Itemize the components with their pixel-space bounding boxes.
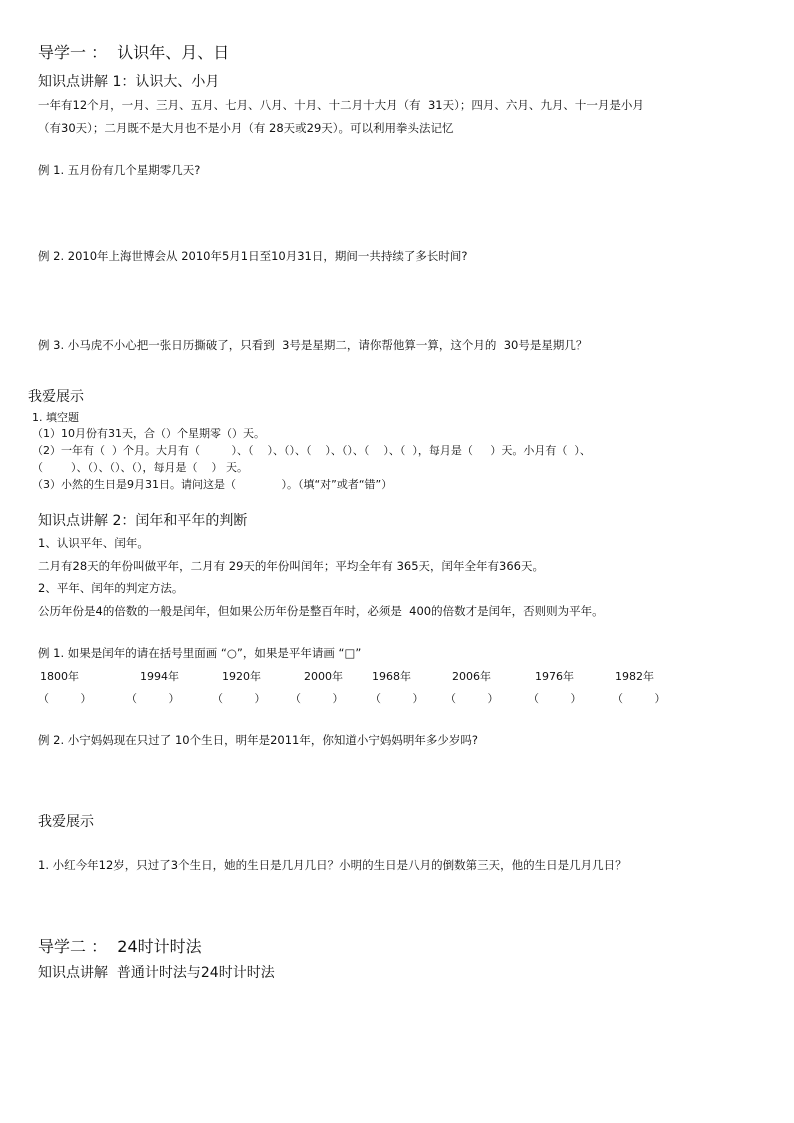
section3-title: 导学二 ： 24时计时法 <box>38 937 202 956</box>
show-title-1: 我爱展示 <box>28 389 84 405</box>
answer-blank[interactable]: （ ） <box>212 692 266 705</box>
kp2-item-2: 2、平年、闰年的判定方法。 <box>38 581 184 595</box>
kp1-title: 知识点讲解 1：认识大、小月 <box>38 74 220 90</box>
answer-blank[interactable]: （ ） <box>445 692 499 705</box>
fill-title: 1. 填空题 <box>32 411 79 424</box>
fill-question-2a: （2）一年有（ ）个月。大月有（ ）、（ ）、（）、（ ）、（）、（ ）、（ ），每月是（ ）天。小月有（ ）、 <box>32 444 591 457</box>
section1-title: 导学一 ： 认识年、月、日 <box>38 43 230 62</box>
year-item: 1800年 <box>40 670 79 683</box>
year-item: 1976年 <box>535 670 574 683</box>
year-item: 1994年 <box>140 670 179 683</box>
answer-blank[interactable]: （ ） <box>612 692 666 705</box>
answer-blank[interactable]: （ ） <box>126 692 180 705</box>
leap-example-1: 例 1. 如果是闰年的请在括号里面画 “○”，如果是平年请画 “□” <box>38 646 362 660</box>
answer-blank[interactable]: （ ） <box>370 692 424 705</box>
section3-kp-title: 知识点讲解 普通计时法与24时计时法 <box>38 965 275 981</box>
year-item: 1920年 <box>222 670 261 683</box>
answer-blank[interactable]: （ ） <box>528 692 582 705</box>
year-item: 1982年 <box>615 670 654 683</box>
show-title-2: 我爱展示 <box>38 814 94 830</box>
year-item: 2000年 <box>304 670 343 683</box>
fill-question-1: （1）10月份有31天，合（）个星期零（）天。 <box>32 427 265 440</box>
kp1-line2: （有30天）；二月既不是大月也不是小月（有 28天或29天）。可以利用拳头法记忆 <box>38 121 454 135</box>
example-3: 例 3. 小马虎不小心把一张日历撕破了，只看到 3号是星期二，请你帮他算一算，这个月的 30号是星期几？ <box>38 338 588 352</box>
year-item: 1968年 <box>372 670 411 683</box>
kp2-desc-2: 公历年份是4的倍数的一般是闰年，但如果公历年份是整百年时，必须是 400的倍数才是闰年，否则则为平年。 <box>38 604 604 618</box>
example-1: 例 1. 五月份有几个星期零几天? <box>38 163 201 177</box>
example-2: 例 2. 2010年上海世博会从 2010年5月1日至10月31日，期间一共持续了多长时间? <box>38 249 468 263</box>
kp2-item-1: 1、认识平年、闰年。 <box>38 536 149 550</box>
kp2-title: 知识点讲解 2：闰年和平年的判断 <box>38 513 248 529</box>
answer-blank[interactable]: （ ） <box>290 692 344 705</box>
show-question-1: 1. 小红今年12岁，只过了3个生日，她的生日是几月几日？小明的生日是八月的倒数第三天，他的生日是几月几日？ <box>38 858 627 872</box>
fill-question-2b: （ ）、（）、（）、（），每月是（ ） 天。 <box>32 461 248 474</box>
year-item: 2006年 <box>452 670 491 683</box>
kp2-desc-1: 二月有28天的年份叫做平年，二月有 29天的年份叫闰年；平均全年有 365天，闰年全年有366天。 <box>38 559 544 573</box>
kp1-line1: 一年有12个月，一月、三月、五月、七月、八月、十月、十二月十大月（有 31天）；四月、六月、九月、十一月是小月 <box>38 98 644 112</box>
fill-question-3: （3）小然的生日是9月31日。请问这是（ ）。（填“对”或者“错”） <box>32 478 393 491</box>
answer-blank[interactable]: （ ） <box>38 692 92 705</box>
leap-example-2: 例 2. 小宁妈妈现在只过了 10个生日，明年是2011年，你知道小宁妈妈明年多少岁吗? <box>38 733 478 747</box>
